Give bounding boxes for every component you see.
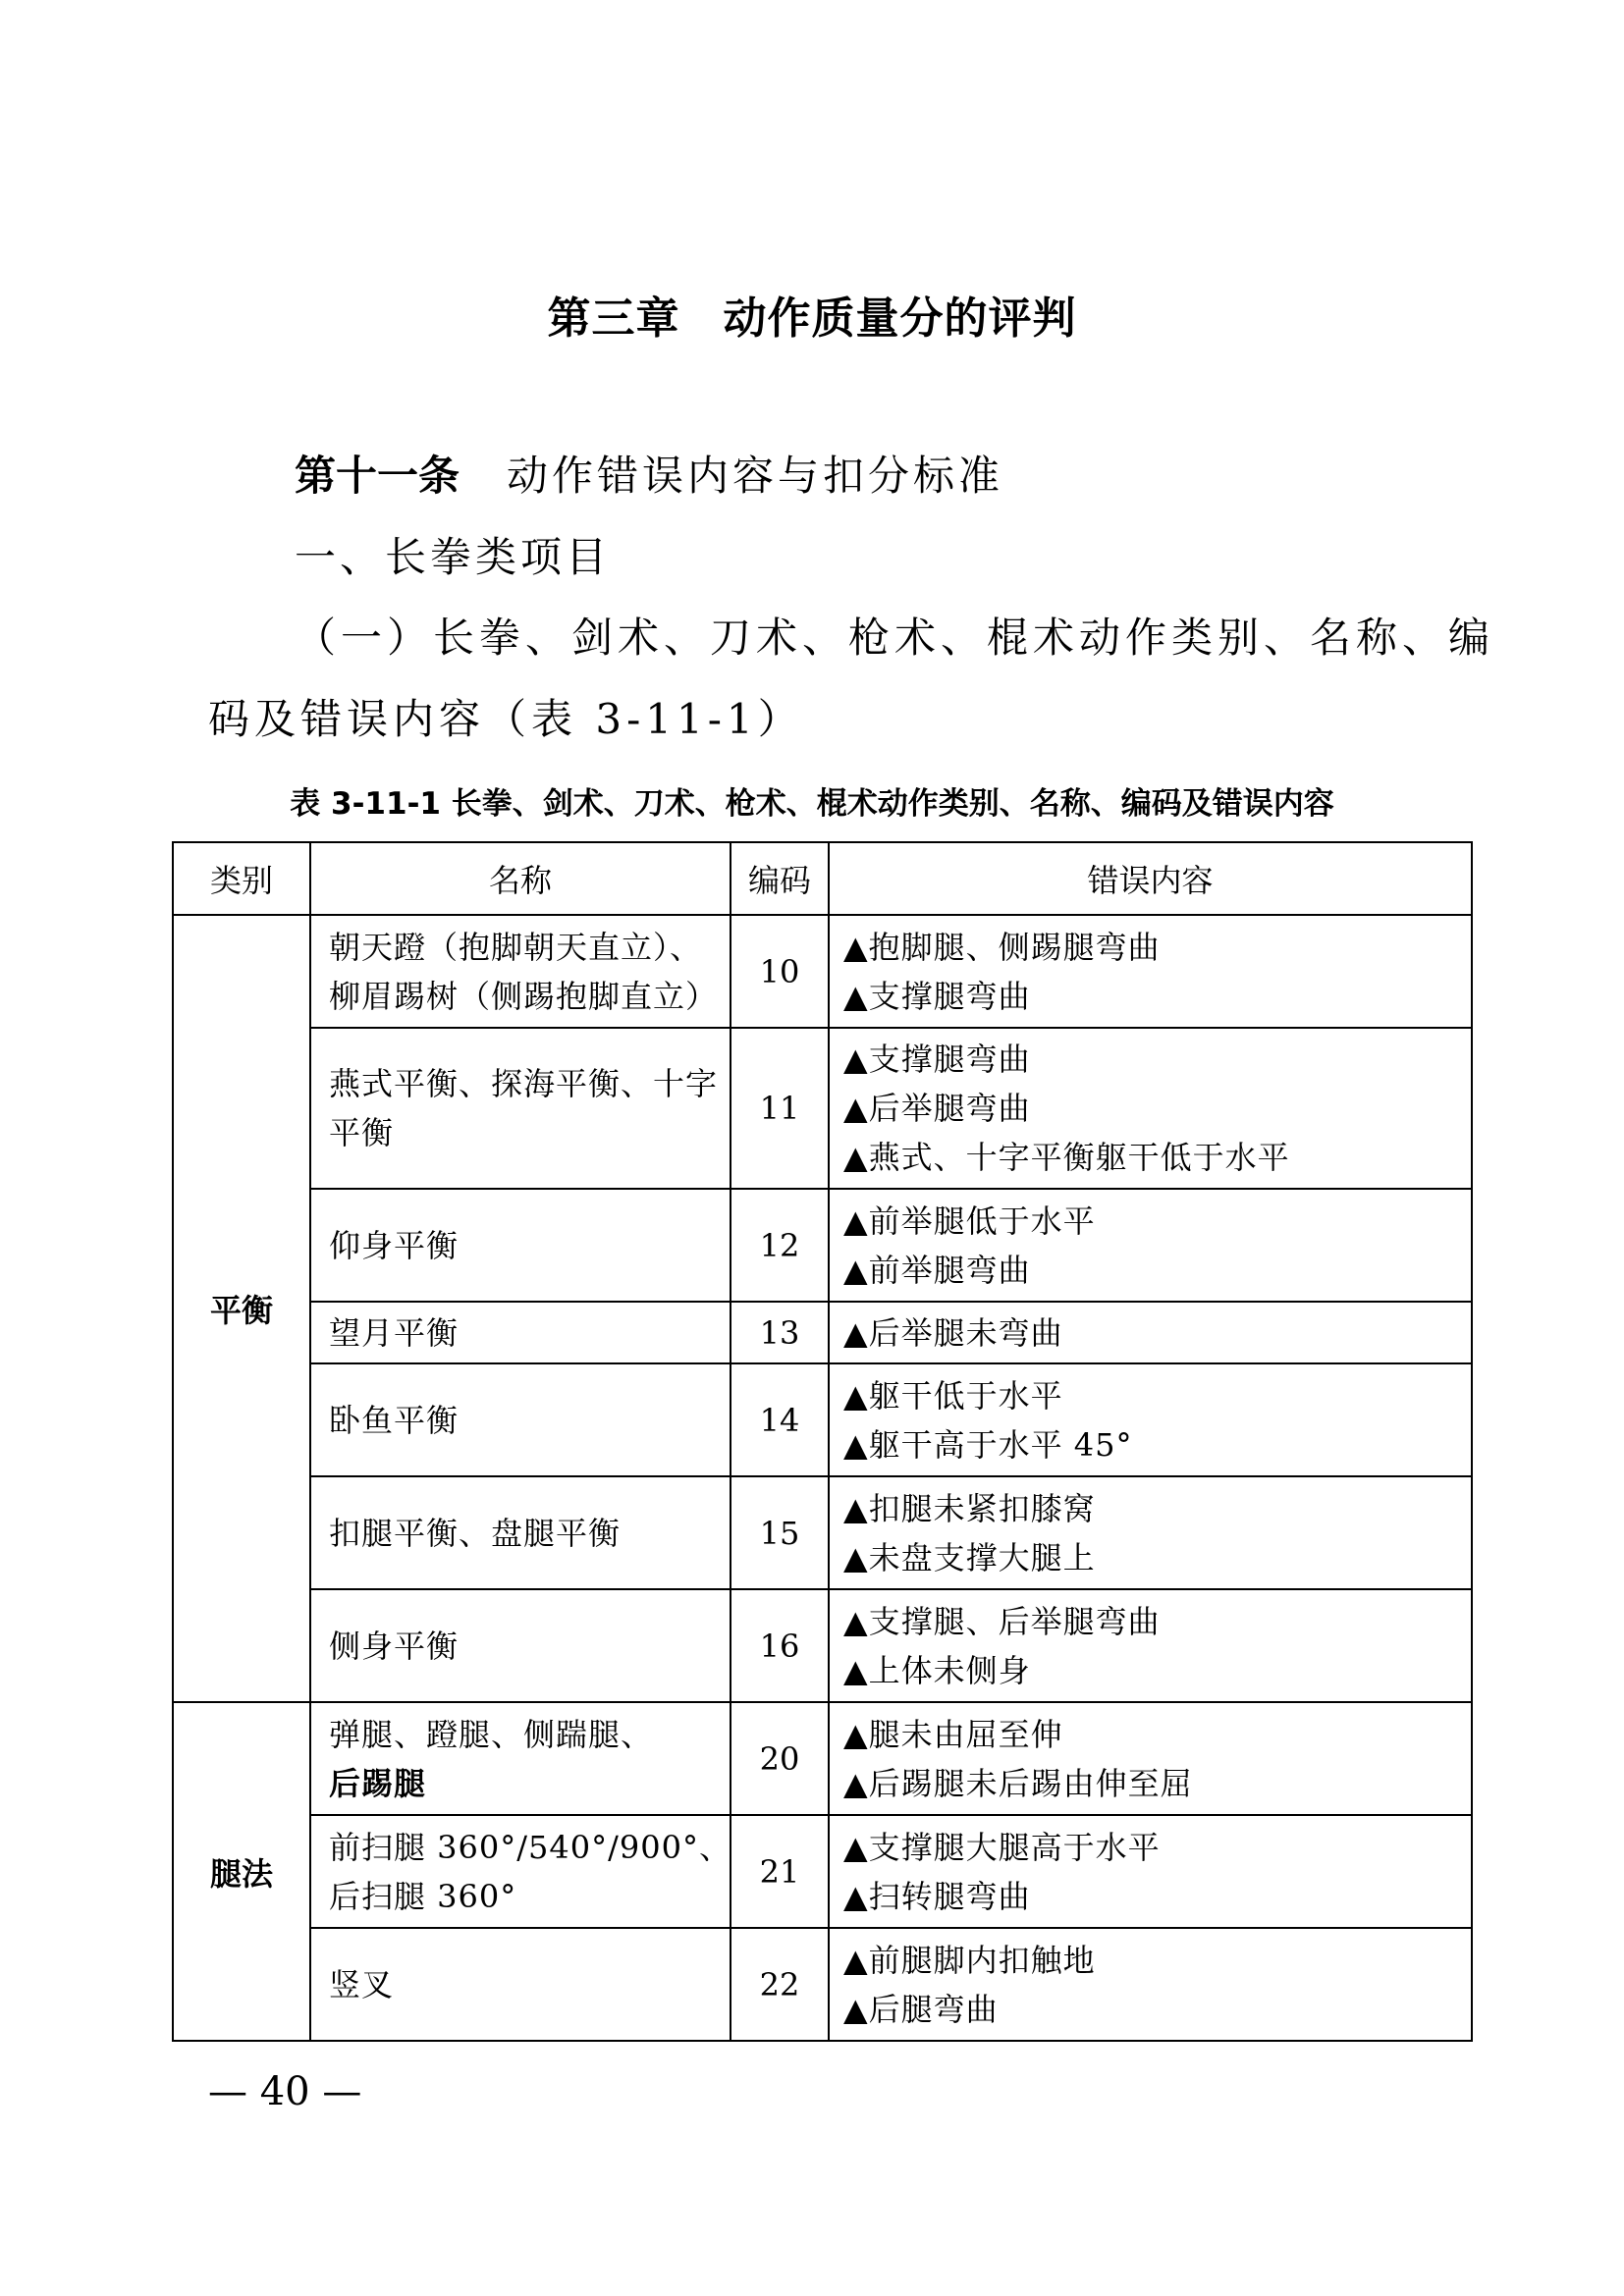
error-item: ▲前举腿弯曲: [843, 1251, 1031, 1289]
movement-name-bold-line: 后踢腿: [329, 1764, 427, 1802]
chapter-number: 第三章: [547, 294, 680, 344]
movement-code-cell: 13: [731, 1302, 829, 1363]
table-row: [173, 1815, 1472, 1928]
movement-name-line: 弹腿、蹬腿、侧踹腿、: [329, 1715, 654, 1753]
error-content-cell: [829, 1702, 1472, 1815]
article-heading: [295, 444, 1003, 503]
error-item: ▲躯干低于水平: [843, 1376, 1063, 1415]
paragraph-line-2: 码及错误内容（表 3-11-1）: [208, 695, 804, 743]
movement-code-cell: 16: [731, 1589, 829, 1702]
movement-name-cell: [310, 1189, 731, 1302]
error-content-cell: [829, 1589, 1472, 1702]
error-item: ▲未盘支撑大腿上: [843, 1538, 1096, 1576]
error-content-cell: [829, 1028, 1472, 1189]
movement-code-cell: 21: [731, 1815, 829, 1928]
movement-name-cell: [310, 1815, 731, 1928]
error-item: ▲上体未侧身: [843, 1651, 1031, 1689]
error-item: ▲躯干高于水平 45°: [843, 1425, 1133, 1464]
article-title: 动作错误内容与扣分标准: [507, 452, 1004, 500]
movement-code-cell: 22: [731, 1928, 829, 2041]
movement-name-line: 扣腿平衡、盘腿平衡: [329, 1514, 622, 1552]
header-errors: 错误内容: [829, 842, 1472, 915]
error-item: ▲后举腿未弯曲: [843, 1313, 1063, 1352]
error-content-cell: [829, 1363, 1472, 1476]
error-item: ▲扫转腿弯曲: [843, 1877, 1031, 1915]
movement-code-cell: 11: [731, 1028, 829, 1189]
table-header-row: [173, 842, 1472, 915]
movement-name-line: 卧鱼平衡: [329, 1401, 460, 1439]
error-item: ▲支撑腿弯曲: [843, 977, 1031, 1015]
error-content-cell: [829, 1815, 1472, 1928]
header-name: 名称: [310, 842, 731, 915]
movement-name-cell: [310, 1476, 731, 1589]
movement-name-cell: [310, 1363, 731, 1476]
table-row: [173, 1928, 1472, 2041]
movement-code-cell: 15: [731, 1476, 829, 1589]
error-item: ▲后举腿弯曲: [843, 1090, 1031, 1127]
table-row: [173, 915, 1472, 1028]
chapter-title: [0, 283, 1624, 346]
header-category: 类别: [173, 842, 310, 915]
table-row: [173, 1589, 1472, 1702]
table-caption: 表 3-11-1 长拳、剑术、刀术、枪术、棍术动作类别、名称、编码及错误内容: [290, 786, 1334, 822]
error-item: ▲后腿弯曲: [843, 1990, 999, 2028]
table-row: [173, 1189, 1472, 1302]
movement-code-cell: 14: [731, 1363, 829, 1476]
movement-name-cell: [310, 915, 731, 1028]
movement-name-line: 燕式平衡、探海平衡、十字: [329, 1065, 719, 1102]
error-content-cell: [829, 1189, 1472, 1302]
paragraph-line-1: （一）长拳、剑术、刀术、枪术、棍术动作类别、名称、编: [295, 614, 1495, 662]
section-heading: 一、长拳类项目: [295, 533, 612, 581]
movement-name-line: 后扫腿 360°: [329, 1877, 517, 1915]
error-item: ▲燕式、十字平衡躯干低于水平: [843, 1139, 1290, 1176]
error-item: ▲支撑腿弯曲: [843, 1041, 1031, 1078]
category-cell: 腿法: [173, 1702, 310, 2041]
table-row: [173, 1476, 1472, 1589]
table-row: [173, 1302, 1472, 1363]
movement-name-line: 竖叉: [329, 1965, 395, 2003]
movement-name-cell: [310, 1928, 731, 2041]
movement-name-line: 朝天蹬（抱脚朝天直立）、: [329, 928, 703, 966]
error-content-cell: [829, 1302, 1472, 1363]
table-row: [173, 1702, 1472, 1815]
movement-name-line: 仰身平衡: [329, 1226, 460, 1264]
error-item: ▲腿未由屈至伸: [843, 1715, 1063, 1753]
movement-code-cell: 10: [731, 915, 829, 1028]
article-number: 第十一条: [295, 452, 460, 500]
error-item: ▲支撑腿大腿高于水平: [843, 1828, 1161, 1866]
movement-code-cell: 12: [731, 1189, 829, 1302]
table-row: [173, 1028, 1472, 1189]
error-item: ▲支撑腿、后举腿弯曲: [843, 1602, 1161, 1640]
error-content-cell: [829, 1476, 1472, 1589]
error-item: ▲前举腿低于水平: [843, 1201, 1096, 1240]
movement-name-line: 侧身平衡: [329, 1627, 460, 1665]
error-content-cell: [829, 915, 1472, 1028]
header-code: 编码: [731, 842, 829, 915]
table-row: [173, 1363, 1472, 1476]
error-item: ▲扣腿未紧扣膝窝: [843, 1489, 1096, 1527]
movement-name-line: 平衡: [329, 1114, 395, 1151]
error-item: ▲后踢腿未后踢由伸至屈: [843, 1764, 1193, 1802]
error-item: ▲抱脚腿、侧踢腿弯曲: [843, 928, 1161, 966]
page-number: — 40 —: [208, 2069, 362, 2114]
movement-name-cell: [310, 1028, 731, 1189]
movement-name-cell: [310, 1702, 731, 1815]
category-cell: 平衡: [173, 915, 310, 1702]
movement-name-line: 前扫腿 360°/540°/900°、: [329, 1828, 731, 1866]
error-item: ▲前腿脚内扣触地: [843, 1941, 1096, 1979]
movement-code-cell: 20: [731, 1702, 829, 1815]
movement-name-line: 柳眉踢树（侧踢抱脚直立）: [329, 977, 719, 1015]
error-content-cell: [829, 1928, 1472, 2041]
movement-name-cell: [310, 1302, 731, 1363]
movement-name-line: 望月平衡: [329, 1313, 460, 1352]
movement-name-cell: [310, 1589, 731, 1702]
chapter-name: 动作质量分的评判: [723, 294, 1077, 344]
error-content-table: [172, 841, 1473, 2042]
